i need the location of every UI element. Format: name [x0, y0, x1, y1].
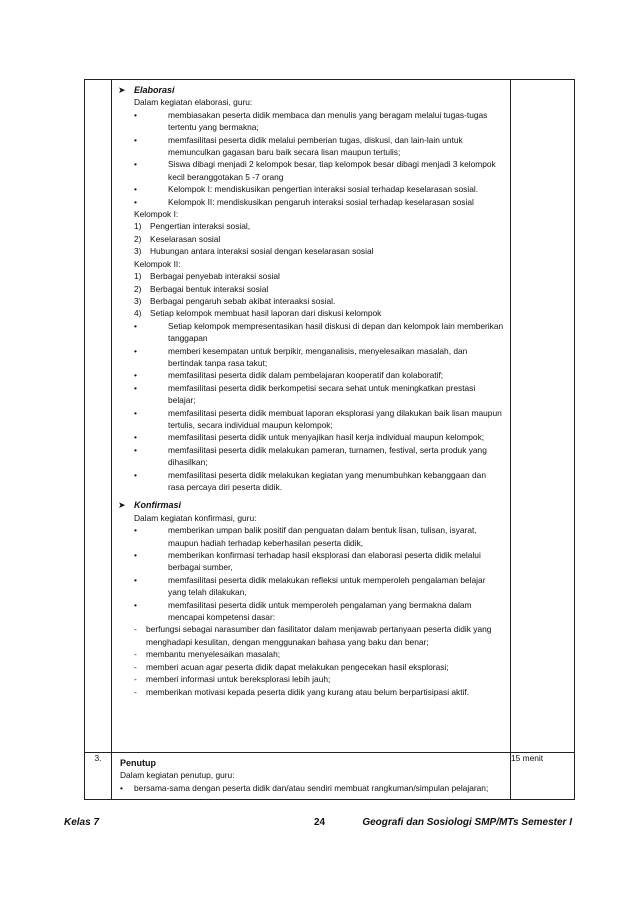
list-item: - memberi acuan agar peserta didik dapat melakukan pengecekan hasil eksplorasi;: [134, 661, 449, 672]
list-item: 3) Berbagai pengaruh sebab akibat interaaksi sosial.: [134, 295, 336, 306]
closing-title: Penutup: [120, 758, 156, 768]
list-item: • memfasilitasi peserta didik melakukan refleksi untuk memperoleh pengalaman belajar yang telah dilakukan,: [134, 574, 486, 598]
closing-cell: [112, 753, 511, 800]
lesson-plan-table: [84, 79, 575, 800]
bullet-icon: •: [134, 196, 137, 207]
list-item: • memfasilitasi peserta didik membuat laporan eksplorasi yang dilakukan baik lisan maupun tertulis, secara individual maupun kelompok;: [134, 407, 502, 430]
list-item: • memfasilitasi peserta didik dalam pembelajaran kooperatif dan kolaboratif;: [134, 370, 444, 381]
page-number: 24: [314, 817, 326, 828]
row-number-cell: [85, 80, 112, 753]
list-item: - memberikan motivasi kepada peserta didik yang kurang atau belum berpartisipasi aktif.: [134, 686, 470, 697]
activity-cell: [112, 80, 511, 753]
list-item: 1) Berbagai penyebab interaksi sosial: [134, 271, 280, 282]
elaborasi-heading: ➤ Elaborasi: [118, 85, 175, 95]
list-item: • Siswa dibagi menjadi 2 kelompok besar, tiap kelompok besar dibagi menjadi 3 kelompok kecil beranggotakan 5 -7 orang: [134, 159, 496, 182]
closing-duration: 15 menit: [511, 753, 575, 800]
list-item: • memfasilitasi peserta didik melalui pemberian tugas, diskusi, dan lain-lain untuk memunculkan gagasan baru baik secara lisan maupun tertulis;: [134, 134, 463, 158]
list-item: - memberi informasi untuk bereksplorasi lebih jauh;: [134, 674, 331, 685]
arrow-bullet-icon: ➤: [118, 85, 126, 95]
footer-book-title: Geografi dan Sosiologi SMP/MTs Semester I: [362, 817, 572, 828]
list-item: - berfungsi sebagai narasumber dan fasilitator dalam menjawab pertanyaan peserta didik yang menghadapi kesulitan, dengan menggunakan bahasa yang baku dan benar;: [134, 624, 492, 647]
list-item: 2) Keselarasan sosial: [134, 233, 221, 244]
elaborasi-intro: Dalam kegiatan elaborasi, guru:: [134, 97, 253, 108]
row-number: 3.: [85, 753, 112, 800]
list-item: • memfasilitasi peserta didik melakukan pameran, turnamen, festival, serta produk yang dihasilkan;: [134, 444, 487, 468]
bullet-icon: •: [120, 782, 123, 793]
bullet-icon: •: [134, 370, 137, 381]
list-item: • Setiap kelompok mempresentasikan hasil diskusi di depan dan kelompok lain memberikan tanggapan: [134, 320, 504, 344]
list-item: 3) Hubungan antara interaksi sosial dengan keselarasan sosial: [134, 246, 374, 257]
bullet-icon: •: [134, 407, 137, 418]
closing-intro: Dalam kegiatan penutup, guru:: [120, 770, 235, 781]
bullet-icon: •: [134, 469, 137, 480]
group2-label: Kelompok II:: [134, 258, 181, 269]
bullet-icon: •: [134, 184, 137, 195]
page-footer: [64, 817, 572, 831]
duration-cell: [511, 80, 575, 753]
list-item: - membantu menyelesaikan masalah;: [134, 649, 281, 660]
bullet-icon: •: [134, 159, 137, 170]
footer-class-label: Kelas 7: [64, 817, 100, 828]
arrow-bullet-icon: ➤: [118, 500, 126, 511]
bullet-icon: •: [134, 574, 137, 585]
bullet-icon: •: [134, 599, 137, 610]
bullet-icon: •: [134, 444, 137, 455]
list-item: • Kelompok I: mendiskusikan pengertian interaksi sosial terhadap keselarasan sosial.: [134, 184, 479, 195]
bullet-icon: •: [134, 432, 137, 443]
list-item: • memfasilitasi peserta didik untuk menyajikan hasil kerja individual maupun kelompok;: [134, 432, 485, 443]
bullet-icon: •: [134, 525, 137, 536]
list-item: 4) Setiap kelompok membuat hasil laporan dari diskusi kelompok: [134, 308, 382, 319]
group1-label: Kelompok I:: [134, 209, 179, 220]
list-item: • membiasakan peserta didik membaca dan menulis yang beragam melalui tugas-tugas tertentu yang bermakna;: [134, 109, 488, 133]
list-item: • memfasilitasi peserta didik melakukan kegiatan yang menumbuhkan kebanggaan dan rasa percaya diri peserta didik.: [134, 469, 486, 492]
list-item: • Kelompok II: mendiskusikan pengaruh interaksi sosial terhadap keselarasan sosial: [134, 196, 474, 207]
list-item: 2) Berbagai bentuk interaksi sosial: [134, 283, 269, 294]
bullet-icon: •: [134, 134, 137, 145]
bullet-icon: •: [134, 550, 137, 561]
list-item: • memberikan umpan balik positif dan penguatan dalam bentuk lisan, tulisan, isyarat, maupun hadiah terhadap keberhasilan peserta didik,: [134, 525, 477, 548]
list-item: • memberi kesempatan untuk berpikir, menganalisis, menyelesaikan masalah, dan bertindak tanpa rasa takut;: [134, 345, 468, 368]
list-item: • memfasilitasi peserta didik berkompetisi secara sehat untuk meningkatkan prestasi belajar;: [134, 382, 476, 406]
bullet-icon: •: [134, 109, 137, 120]
bullet-icon: •: [134, 320, 137, 331]
list-item: • memfasilitasi peserta didik untuk memperoleh pengalaman yang bermakna dalam mencapai kompetensi dasar:: [134, 599, 472, 623]
konfirmasi-heading: ➤ Konfirmasi: [118, 500, 182, 511]
konfirmasi-intro: Dalam kegiatan konfirmasi, guru:: [134, 512, 257, 523]
list-item: • bersama-sama dengan peserta didik dan/atau sendiri membuat rangkuman/simpulan pelajaran;: [120, 782, 489, 793]
main-activity-row: [85, 80, 575, 753]
list-item: 1) Pengertian interaksi sosial,: [134, 221, 251, 232]
closing-row: [85, 753, 575, 800]
bullet-icon: •: [134, 382, 137, 393]
list-item: • memberikan konfirmasi terhadap hasil eksplorasi dan elaborasi peserta didik melalui berbagai sumber,: [134, 550, 481, 573]
bullet-icon: •: [134, 345, 137, 356]
